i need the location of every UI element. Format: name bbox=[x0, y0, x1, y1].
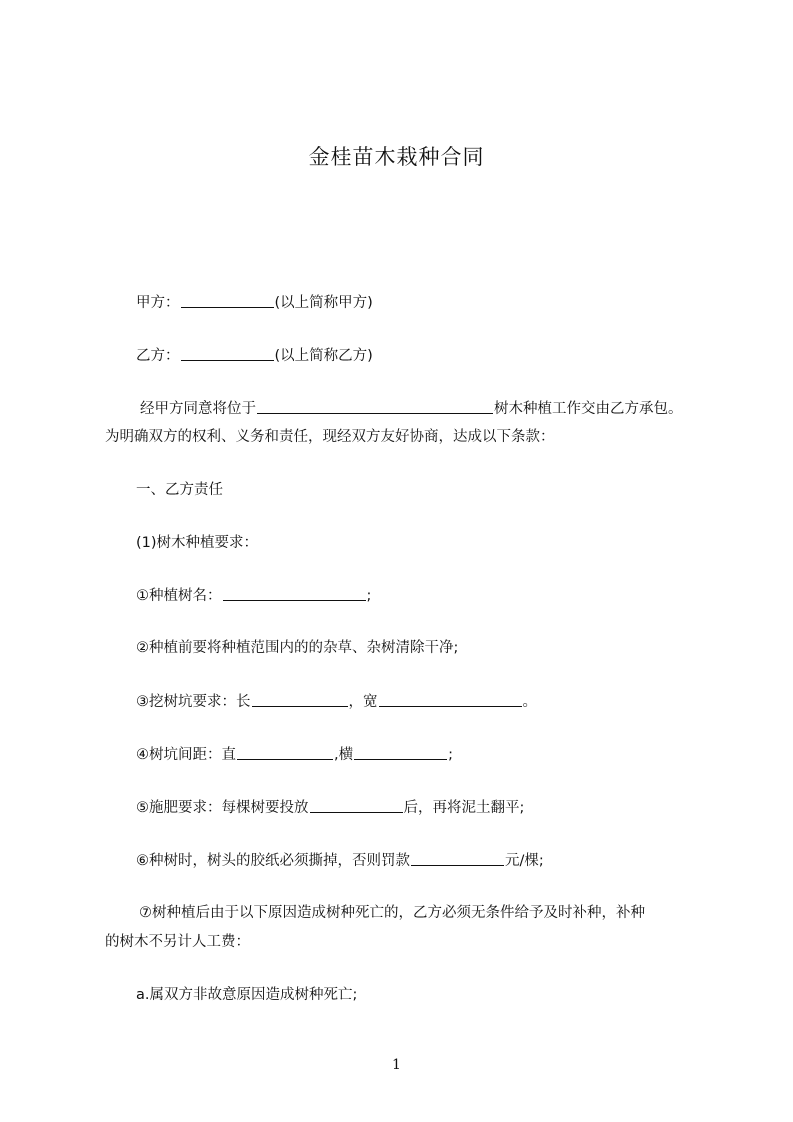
party-a-label: 甲方： bbox=[136, 295, 180, 311]
intro-line-2: 为明确双方的权利、义务和责任，现经双方友好协商，达成以下条款： bbox=[105, 429, 555, 445]
tree-name-blank[interactable] bbox=[223, 585, 366, 601]
item4-end: ; bbox=[448, 747, 453, 763]
pit-width-blank[interactable] bbox=[379, 691, 522, 707]
party-a-note: (以上简称甲方) bbox=[274, 295, 373, 311]
spacing-vertical-blank[interactable] bbox=[237, 744, 333, 760]
item-replant-reason-a: a.属双方非故意原因造成树种死亡; bbox=[136, 987, 358, 1003]
item-pit-size bbox=[136, 691, 537, 712]
party-b-blank[interactable] bbox=[181, 345, 274, 361]
item6-label: ⑥种树时，树头的胶纸必须撕掉，否则罚款 bbox=[136, 853, 410, 869]
item-pit-spacing bbox=[136, 744, 453, 765]
intro-suffix: 树木种植工作交由乙方承包。 bbox=[494, 401, 683, 417]
item5-end: 后，再将泥土翻平; bbox=[403, 800, 525, 816]
item5-label: ⑤施肥要求：每棵树要投放 bbox=[136, 800, 309, 816]
spacing-horizontal-blank[interactable] bbox=[354, 744, 447, 760]
item4-label: ④树坑间距：直 bbox=[136, 747, 236, 763]
item4-mid: ,横 bbox=[334, 747, 354, 763]
page-number: 1 bbox=[392, 1057, 401, 1073]
pit-length-blank[interactable] bbox=[252, 691, 348, 707]
item3-end: 。 bbox=[522, 694, 537, 710]
party-b-line bbox=[136, 345, 373, 366]
party-b-note: (以上简称乙方) bbox=[274, 348, 373, 364]
item-replant-line-1: ⑦树种植后由于以下原因造成树种死亡的，乙方必须无条件给予及时补种，补种 bbox=[139, 905, 645, 921]
party-b-label: 乙方： bbox=[136, 348, 180, 364]
item3-mid: ，宽 bbox=[348, 694, 378, 710]
item-fertilizer bbox=[136, 797, 524, 818]
item1-end: ; bbox=[366, 588, 372, 604]
party-a-line bbox=[136, 292, 373, 313]
item6-end: 元/棵; bbox=[505, 853, 544, 869]
intro-line-1 bbox=[140, 398, 683, 419]
item-tree-name bbox=[136, 585, 371, 606]
planting-requirements-heading: (1)树木种植要求： bbox=[136, 535, 259, 551]
location-blank[interactable] bbox=[257, 398, 493, 414]
fertilizer-blank[interactable] bbox=[310, 797, 403, 813]
party-a-blank[interactable] bbox=[181, 292, 274, 308]
section-heading-party-b-duties: 一、乙方责任 bbox=[136, 482, 223, 498]
fine-amount-blank[interactable] bbox=[411, 850, 504, 866]
item3-label: ③挖树坑要求：长 bbox=[136, 694, 251, 710]
item-tape-fine bbox=[136, 850, 544, 871]
intro-prefix: 经甲方同意将位于 bbox=[140, 401, 256, 417]
document-title: 金桂苗木栽种合同 bbox=[308, 145, 485, 169]
item1-label: ①种植树名： bbox=[136, 588, 222, 604]
item-clear-weeds: ②种植前要将种植范围内的的杂草、杂树清除干净; bbox=[136, 640, 459, 656]
item-replant-line-2: 的树木不另计人工费： bbox=[105, 934, 250, 950]
